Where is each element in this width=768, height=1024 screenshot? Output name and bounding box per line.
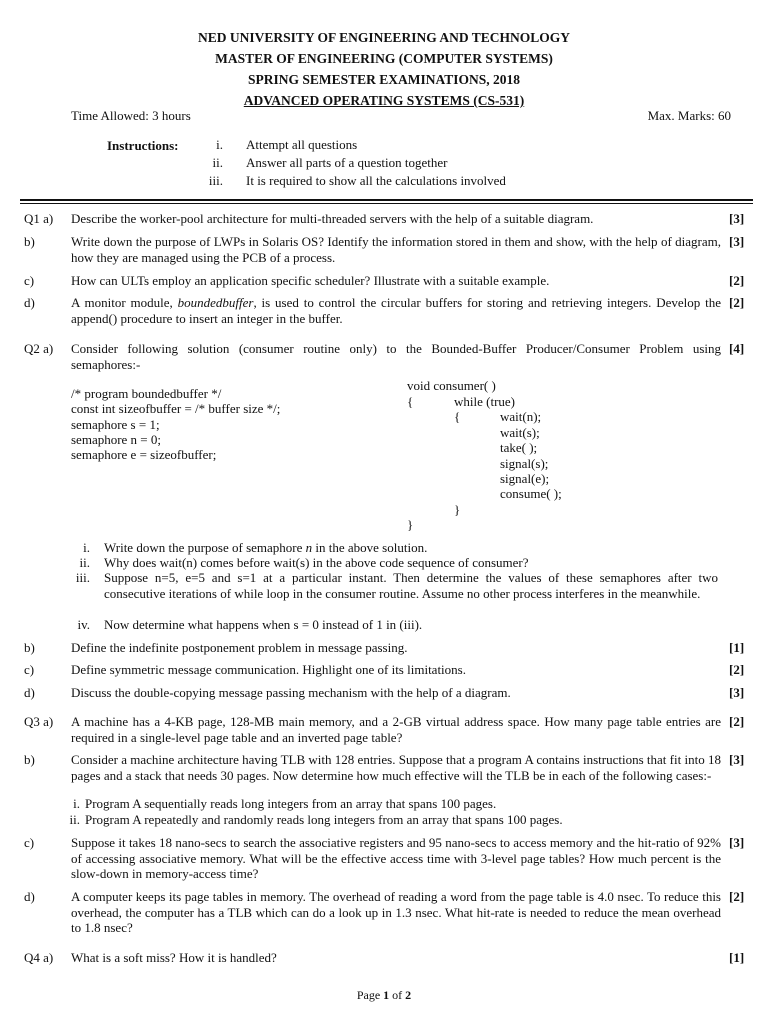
code-line: take( ); (500, 440, 538, 455)
code-line: signal(s); (500, 456, 549, 471)
code-line: signal(e); (500, 471, 550, 486)
code-line: wait(n); (500, 409, 542, 424)
q2a-label: Q2 a) (24, 341, 54, 356)
q1a-label: Q1 a) (24, 211, 54, 226)
q4a-text: What is a soft miss? How it is handled? (71, 950, 277, 965)
q3c-marks: [3] (729, 835, 745, 850)
consumer-while: while (true) (454, 394, 516, 409)
code-line: semaphore n = 0; (71, 432, 162, 447)
divider-thin (20, 203, 753, 204)
divider-thick (20, 199, 753, 201)
q1d-text-em: boundedbuffer (177, 295, 254, 310)
q2d-label: d) (24, 685, 35, 700)
q1d-marks: [2] (729, 295, 745, 310)
q1c-text: How can ULTs employ an application specific scheduler? Illustrate with a suitable example. (71, 273, 550, 288)
q4a-label: Q4 a) (24, 950, 54, 965)
max-marks: Max. Marks: 60 (647, 108, 731, 123)
q2c-label: c) (24, 662, 35, 677)
case-text: Program A repeatedly and randomly reads long integers from an array that spans 100 pages. (85, 812, 563, 827)
code-line: consume( ); (500, 486, 562, 501)
university-title: NED UNIVERSITY OF ENGINEERING AND TECHNOLOGY (198, 30, 570, 45)
q2c-text: Define symmetric message communication. Highlight one of its limitations. (71, 662, 466, 677)
q2b-label: b) (24, 640, 35, 655)
course-title (0, 93, 768, 109)
consumer-close-brace: } (407, 517, 414, 532)
q2d-marks: [3] (729, 685, 745, 700)
q2b-marks: [1] (729, 640, 745, 655)
footer-pre: Page (356, 988, 384, 1002)
while-open-brace: { (454, 409, 461, 424)
q2a-marks: [4] (729, 341, 745, 356)
subpart-text-pre: Write down the purpose of semaphore (104, 540, 306, 555)
exam-title: SPRING SEMESTER EXAMINATIONS, 2018 (247, 72, 521, 87)
code-line: semaphore s = 1; (71, 417, 160, 432)
q3c-text: Suppose it takes 18 nano-secs to search the associative registers and 95 nano-secs to access memory and the hit-ratio of 92% of accessing associative memory. What will be the effective access time with 3-level page tables? How much percent is the slow-down in memory-access time? (71, 835, 721, 881)
q1a-text: Describe the worker-pool architecture for multi-threaded servers with the help of a suitable diagram. (71, 211, 594, 226)
q3a-marks: [2] (729, 714, 745, 729)
q2a-text: Consider following solution (consumer routine only) to the Bounded-Buffer Producer/Consumer Problem using semaphores:- (71, 341, 721, 372)
q4a-marks: [1] (729, 950, 745, 965)
q1b-label: b) (24, 234, 35, 249)
while-close-brace: } (454, 502, 461, 517)
subpart-text: Suppose n=5, e=5 and s=1 at a particular instant. Then determine the values of these semaphores after two consecutive iterations of while loop in the consumer routine. Assume no other process interferes in the meanwhile. (104, 570, 718, 601)
instruction-num: i. (216, 137, 223, 152)
page-footer (0, 988, 768, 1004)
case-num: ii. (69, 812, 80, 827)
q1d-text (71, 295, 721, 326)
instruction-text: It is required to show all the calculations involved (246, 173, 506, 188)
subpart-text-post: in the above solution. (312, 540, 428, 555)
footer-current-page: 1 (383, 988, 390, 1002)
instruction-num: ii. (212, 155, 223, 170)
subpart-num: ii. (79, 555, 90, 570)
code-line: semaphore e = sizeofbuffer; (71, 447, 217, 462)
q2b-text: Define the indefinite postponement problem in message passing. (71, 640, 408, 655)
q3b-text: Consider a machine architecture having TLB with 128 entries. Suppose that a program A contains instructions that fit into 18 pages and a stack that needs 30 pages. Now determine how much effective will the TLB be in each of the following cases:- (71, 752, 721, 783)
consumer-header: void consumer( ) (407, 378, 496, 393)
program-title: MASTER OF ENGINEERING (COMPUTER SYSTEMS) (215, 51, 553, 66)
subpart-num: iv. (77, 617, 90, 632)
subpart-num: i. (83, 540, 90, 555)
subpart-text-em: n (305, 540, 313, 555)
q1d-label: d) (24, 295, 35, 310)
q1c-marks: [2] (729, 273, 745, 288)
q3d-marks: [2] (729, 889, 745, 904)
q3a-text: A machine has a 4-KB page, 128-MB main memory, and a 2-GB virtual address space. How many page table entries are required in a single-level page table and an inverted page table? (71, 714, 721, 745)
q1d-text-post: , is used to control the circular buffers for storing and retrieving integers. Develop the append() procedure to insert an integer in the buffer. (71, 295, 721, 326)
time-allowed: Time Allowed: 3 hours (71, 108, 191, 123)
q1b-text: Write down the purpose of LWPs in Solaris OS? Identify the information stored in them and show, with the help of diagram, how they are managed using the PCB of a process. (71, 234, 721, 265)
q2c-marks: [2] (729, 662, 745, 677)
q1c-label: c) (24, 273, 35, 288)
q3b-marks: [3] (729, 752, 745, 767)
code-line: wait(s); (500, 425, 540, 440)
q1b-marks: [3] (729, 234, 745, 249)
footer-total-pages: 2 (405, 988, 412, 1002)
course-title-text: ADVANCED OPERATING SYSTEMS (CS-531) (243, 93, 525, 108)
code-line: /* program boundedbuffer */ (71, 386, 222, 401)
q3c-label: c) (24, 835, 35, 850)
subpart-text: Why does wait(n) comes before wait(s) in the above code sequence of consumer? (104, 555, 529, 570)
code-line: const int sizeofbuffer = /* buffer size */; (71, 401, 281, 416)
instruction-num: iii. (208, 173, 223, 188)
instruction-text: Answer all parts of a question together (246, 155, 448, 170)
footer-mid: of (389, 988, 406, 1002)
subpart-text: Now determine what happens when s = 0 instead of 1 in (iii). (104, 617, 423, 632)
case-num: i. (73, 796, 80, 811)
q1d-text-pre: A monitor module, (71, 295, 178, 310)
consumer-open-brace: { (407, 394, 414, 409)
q3b-label: b) (24, 752, 35, 767)
instructions-label: Instructions: (107, 138, 179, 153)
instruction-text: Attempt all questions (246, 137, 358, 152)
q3d-label: d) (24, 889, 35, 904)
q1a-marks: [3] (729, 211, 745, 226)
subpart-num: iii. (75, 570, 90, 585)
q3d-text: A computer keeps its page tables in memory. The overhead of reading a word from the page table is 4.0 nsec. To reduce this overhead, the computer has a TLB which can do a look up in 1.3 nsec. What hit-rate is needed to reduce the mean overhead to 1.8 nsec? (71, 889, 721, 935)
case-text: Program A sequentially reads long integers from an array that spans 100 pages. (85, 796, 497, 811)
subpart-text (104, 540, 718, 556)
q3a-label: Q3 a) (24, 714, 54, 729)
q2d-text: Discuss the double-copying message passing mechanism with the help of a diagram. (71, 685, 511, 700)
